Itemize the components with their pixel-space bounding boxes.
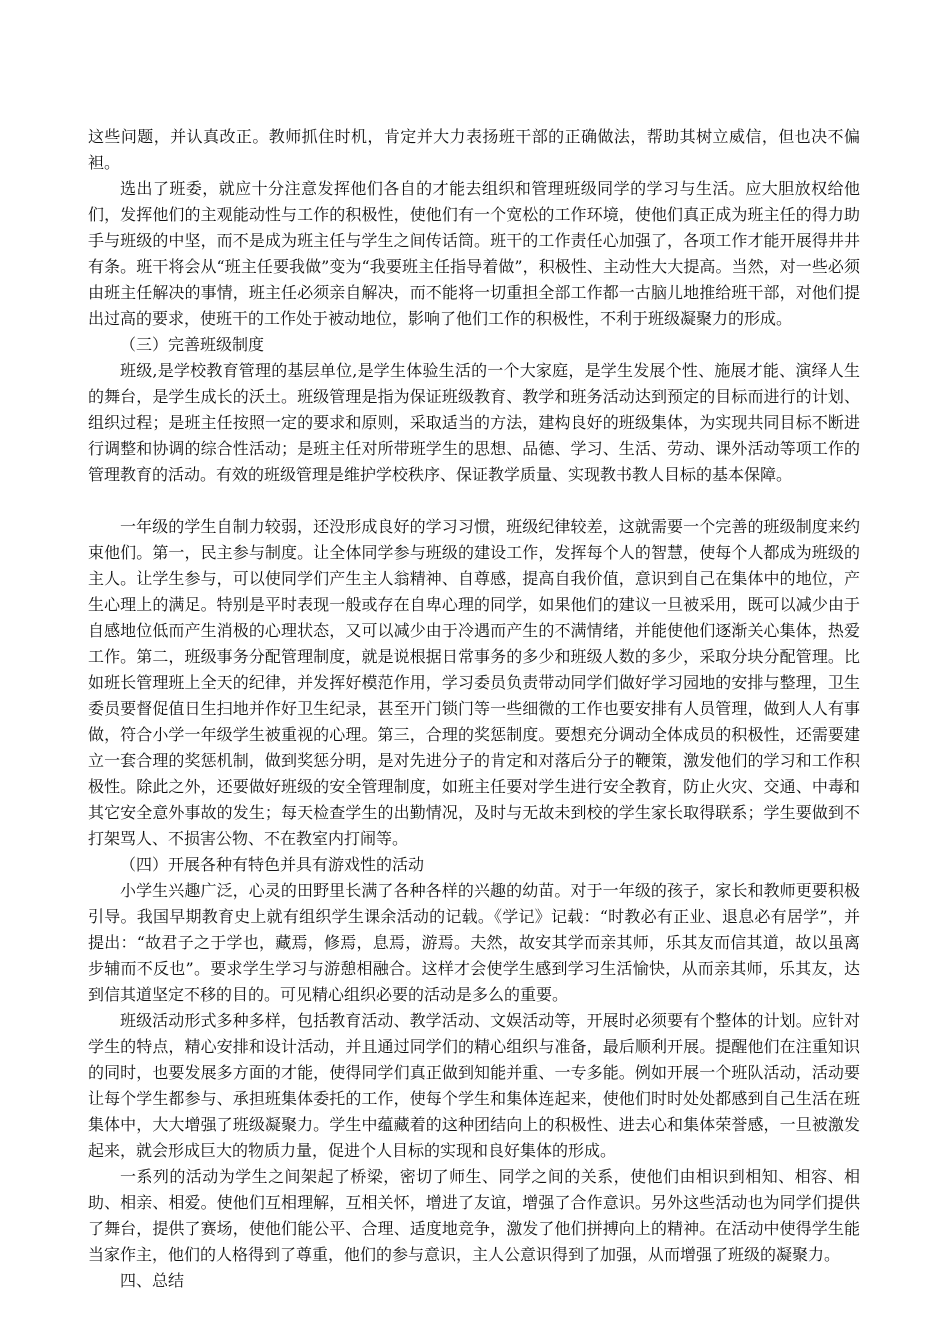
blank-line: [88, 488, 860, 514]
paragraph-activity-forms: 班级活动形式多种多样，包括教育活动、教学活动、文娱活动等，开展时必须要有个整体的计划。应针对学生的特点，精心安排和设计活动，并且通过同学们的精心组织与准备，最后顺利开展。提醒他们在注重知识的同时，也要发展多方面的才能，使得同学们真正做到知能并重、一专多能。例如开展一个班队活动，活动要让每个学生都参与、承担班集体委托的工作，使每个学生和集体连起来，使他们时时处处都感到自己生活在班集体中，大大增强了班级凝聚力。学生中蕴藏着的这种团结向上的积极性、进去心和集体荣誉感，一旦被激发起来，就会形成巨大的物质力量，促进个人目标的实现和良好集体的形成。: [88, 1011, 860, 1160]
paragraph-class-definition: 班级,是学校教育管理的基层单位,是学生体验生活的一个大家庭，是学生发展个性、施展才能、演绎人生的舞台，是学生成长的沃土。班级管理是指为保证班级教育、教学和班务活动达到预定的目标而进行的计划、组织过程；是班主任按照一定的要求和原则，采取适当的方法，建构良好的班级集体，为实现共同目标不断进行调整和协调的综合性活动；是班主任对所带班学生的思想、品德、学习、生活、劳动、课外活动等项工作的管理教育的活动。有效的班级管理是维护学校秩序、保证教学质量、实现教书教人目标的基本保障。: [88, 361, 860, 484]
paragraph-class-committee: 选出了班委，就应十分注意发挥他们各自的才能去组织和管理班级同学的学习与生活。应大胆放权给他们，发挥他们的主观能动性与工作的积极性，使他们有一个宽松的工作环境，使他们真正成为班主任的得力助手与班级的中坚，而不是成为班主任与学生之间传话筒。班干的工作责任心加强了，各项工作才能开展得井井有条。班干将会从“班主任要我做”变为“我要班主任指导着做”，积极性、主动性大大提高。当然，对一些必须由班主任解决的事情，班主任必须亲自解决，而不能将一切重担全部工作都一古脑儿地推给班干部，对他们提出过高的要求，使班干的工作处于被动地位，影响了他们工作的积极性，不利于班级凝聚力的形成。: [88, 179, 860, 328]
section-heading-4: （四）开展各种有特色并具有游戏性的活动: [120, 855, 425, 874]
paragraph-continued: 这些问题，并认真改正。教师抓住时机，肯定并大力表扬班干部的正确做法，帮助其树立威信，但也决不偏袒。: [88, 127, 860, 172]
document-page: [88, 124, 860, 1294]
paragraph-interests: 小学生兴趣广泛，心灵的田野里长满了各种各样的兴趣的幼苗。对于一年级的孩子，家长和教师更要积极引导。我国早期教育史上就有组织学生课余活动的记载。《学记》记载：“时教必有正业、退息必有居学”，并提出：“故君子之于学也，藏焉，修焉，息焉，游焉。夫然，故安其学而亲其师，乐其友而信其道，故以虽离步辅而不反也”。要求学生学习与游憩相融合。这样才会使学生感到学习生活愉快，从而亲其师，乐其友，达到信其道坚定不移的目的。可见精心组织必要的活动是多么的重要。: [88, 881, 860, 1004]
paragraph-class-rules: 一年级的学生自制力较弱，还没形成良好的学习习惯，班级纪律较差，这就需要一个完善的班级制度来约束他们。第一，民主参与制度。让全体同学参与班级的建设工作，发挥每个人的智慧，使每个人都成为班级的主人。让学生参与，可以使同学们产生主人翁精神、自尊感，提高自我价值，意识到自己在集体中的地位，产生心理上的满足。特别是平时表现一般或存在自卑心理的同学，如果他们的建议一旦被采用，既可以减少由于自感地位低而产生消极的心理状态，又可以减少由于冷遇而产生的不满情绪，并能使他们逐渐关心集体，热爱工作。第二，班级事务分配管理制度，就是说根据日常事务的多少和班级人数的多少，采取分块分配管理。比如班长管理班上全天的纪律，并发挥好模范作用，学习委员负责带动同学们做好学习园地的安排与整理，卫生委员要督促值日生扫地并作好卫生纪录，甚至开门锁门等一些细微的工作也要安排有人员管理，做到人人有事做，符合小学一年级学生被重视的心理。第三，合理的奖惩制度。要想充分调动全体成员的积极性，还需要建立一套合理的奖惩机制，做到奖惩分明，是对先进分子的肯定和对落后分子的鞭策，激发他们的学习和工作积极性。除此之外，还要做好班级的安全管理制度，如班主任要对学生进行安全教育，防止火灾、交通、中毒和其它安全意外事故的发生；每天检查学生的出勤情况，及时与无故未到校的学生家长取得联系；学生要做到不打架骂人、不损害公物、不在教室内打闹等。: [88, 517, 860, 848]
paragraph-activity-benefits: 一系列的活动为学生之间架起了桥梁，密切了师生、同学之间的关系，使他们由相识到相知、相容、相助、相亲、相爱。使他们互相理解，互相关怀，增进了友谊，增强了合作意识。另外这些活动也为同学们提供了舞台，提供了赛场，使他们能公平、合理、适度地竞争，激发了他们拼搏向上的精神。在活动中使得学生能当家作主，他们的人格得到了尊重，他们的参与意识，主人公意识得到了加强，从而增强了班级的凝聚力。: [88, 1167, 860, 1264]
section-heading-3: （三）完善班级制度: [120, 335, 265, 354]
section-heading-summary: 四、总结: [120, 1271, 185, 1290]
